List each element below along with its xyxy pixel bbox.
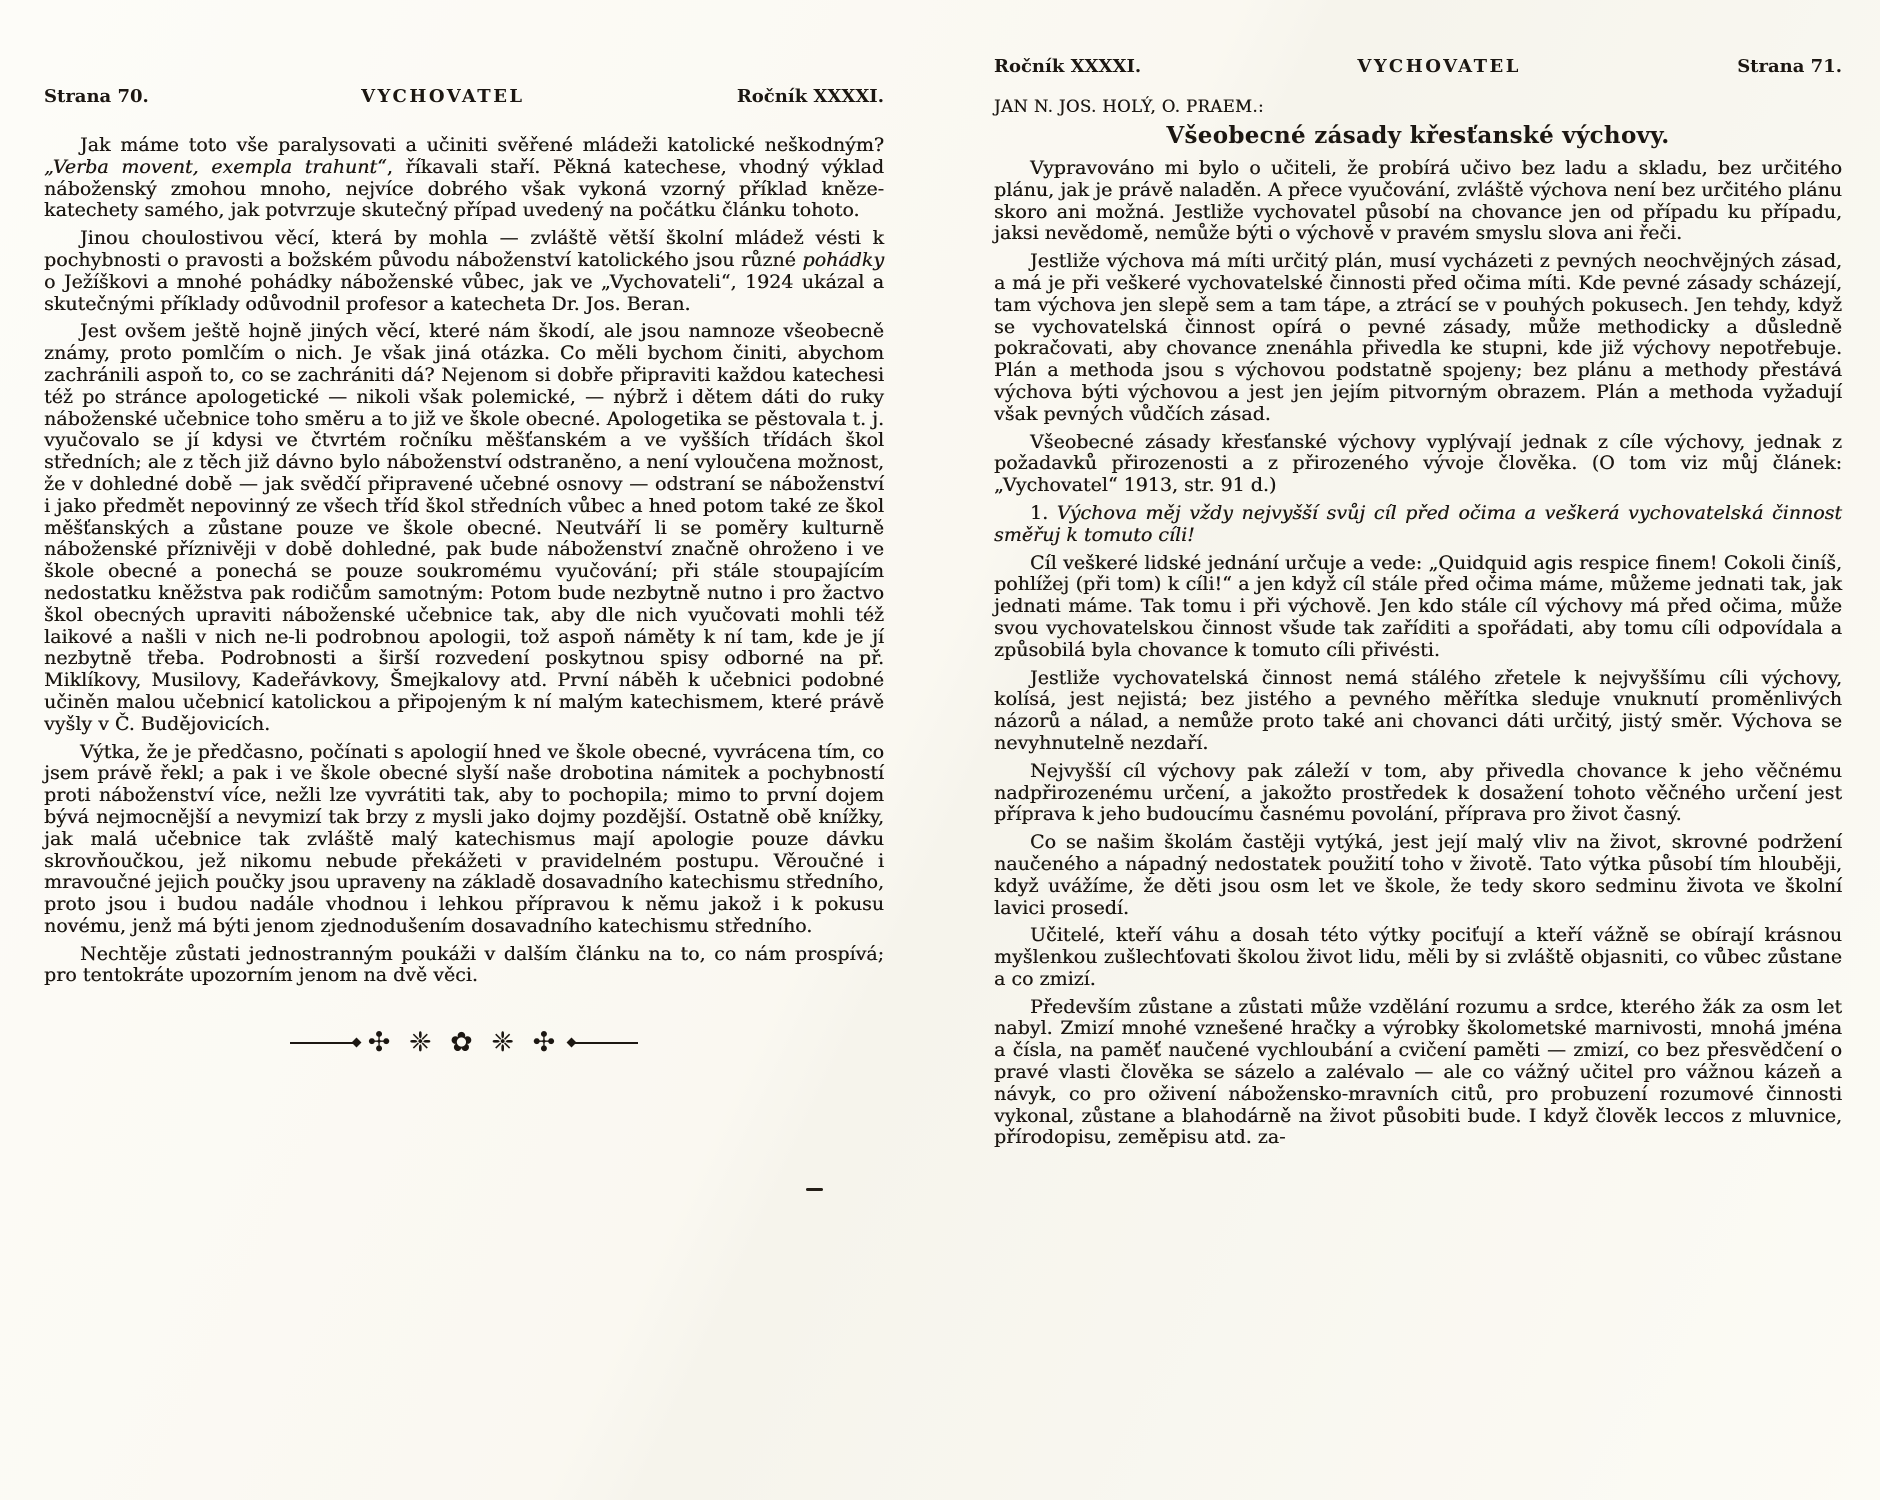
paragraph: Jestliže výchova má míti určitý plán, musí vycházeti z pevných neochvějných zásad, a má je při veškeré vychovatelské činnosti před očima míti. Kde pevné zásady scházejí, tam výchova jen slepě sem a tam tápe, a ztrácí se v pouhých pokusech. Jen tehdy, když se vychovatelská činnost opírá o pevné zásady, může methodicky a důsledně pokračovati, aby chovance znenáhla přivedla ke stupni, kde již výchovy nepotřebuje. Plán a methoda jsou s výchovou podstatně spojeny; bez plánu a methody přestává výchova býti výchovou a jest jen jejím pitvorným obrazem. Plán a methoda vyžadují však pevných vůdčích zásad.: [994, 250, 1842, 425]
paragraph: Všeobecné zásady křesťanské výchovy vyplývají jednak z cíle výchovy, jednak z požadavků přirozenosti a z přirozeného vývoje člověka. (O tom viz můj článek: „Vychovatel“ 1913, str. 91 d.): [994, 430, 1842, 497]
ornament-rule-right: [572, 1042, 638, 1044]
paragraph: Jinou choulostivou věcí, která by mohla — zvláště větší školní mládež vésti k pochybnosti o pravosti a božském původu náboženství katolického jsou různé pohádky o Ježíškovi a mnohé pohádky náboženské vůbec, jak ve „Vychovateli“, 1924 ukázal a skutečnými příklady odůvodnil profesor a katecheta Dr. Jos. Beran.: [44, 227, 884, 315]
left-page-number: Strana 70.: [44, 86, 149, 107]
paragraph: Vypravováno mi bylo o učiteli, že probírá učivo bez ladu a skladu, bez určitého plánu, jak je právě naladěn. A přece vyučování, zvláště výchova není bez určitého plánu skoro ani možná. Jestliže vychovatel působí na chovance jen od případu ku případu, jaksi nevědomě, nemůže býti o výchově v pravém smyslu slova ani řeči.: [994, 157, 1842, 245]
article-title: Všeobecné zásady křesťanské výchovy.: [1166, 122, 1670, 149]
left-volume-label: Ročník XXXXI.: [736, 86, 884, 107]
paragraph: Cíl veškeré lidské jednání určuje a vede: „Quidquid agis respice finem! Cokoli činíš, pohlížej (při tom) k cíli!“ a jen když cíl stále před očima máme, můžeme jednati tak, jak jednati máme. Tak tomu i při výchově. Jen kdo stále cíl výchovy má před očima, může svou vychovatelskou činnost všude tak zaříditi a spořádati, aby tomu cíli odpovídala a způsobilá byla chovance k tomuto cíli přivésti.: [994, 551, 1842, 661]
ornament-glyphs: ✣ ❈ ✿ ❈ ✣: [367, 1027, 561, 1059]
paragraph: Jak máme toto vše paralysovati a učiniti svěřené mládeži katolické neškodným? „Verba movent, exempla trahunt“, říkavali staří. Pěkná katechese, vhodný výklad náboženský zmohou mnoho, nejvíce dobrého však vykoná vzorný příklad kněze-katechety samého, jak potvrzuje skutečný případ uvedený na počátku článku tohoto.: [44, 134, 884, 222]
paragraph: Co se našim školám častěji vytýká, jest její malý vliv na život, skrovné podržení naučeného a nápadný nedostatek použití toho v životě. Tato výtka působí tím hlouběji, když uvážíme, že děti jsou osm let ve škole, že tedy skoro sedminu života ve školní lavici prosedí.: [994, 831, 1842, 919]
paragraph: Nechtěje zůstati jednostranným poukáži v dalším článku na to, co nám prospívá; pro tentokráte upozorním jenom na dvě věci.: [44, 942, 884, 987]
right-page-body: [994, 158, 1842, 1149]
paragraph: Jestliže vychovatelská činnost nemá stálého zřetele k nejvyššímu cíli výchovy, kolísá, jest nejistá; bez jistého a pevného měřítka sleduje vnuknutí proměnlivých názorů a nálad, a nemůže proto také ani chovanci dáti určitý, jistý směr. Výchova se nevyhnutelně nezdaří.: [994, 666, 1842, 754]
left-page-body: [44, 135, 884, 987]
left-page: [44, 86, 884, 1059]
scan-artifact-dash: [806, 1188, 823, 1191]
paragraph: Učitelé, kteří váhu a dosah této výtky pociťují a kteří vážně se obírají krásnou myšlenkou zušlechťovati školou život lidu, měli by si zvláště objasniti, co vůbec zůstane a co zmizí.: [994, 924, 1842, 990]
right-page: [994, 56, 1842, 1155]
article-author: JAN N. JOS. HOLÝ, O. PRAEM.:: [994, 97, 1264, 116]
right-masthead: VYCHOVATEL: [1357, 56, 1521, 77]
ornament-rule-left: [290, 1042, 356, 1044]
left-masthead: VYCHOVATEL: [361, 86, 525, 107]
right-page-header: [994, 56, 1842, 77]
right-volume-label: Ročník XXXXI.: [994, 56, 1142, 77]
paragraph: Nejvyšší cíl výchovy pak záleží v tom, aby přivedla chovance k jeho věčnému nadpřirozenému určení, a jakožto prostředek k dosažení tohoto věčného určení jest příprava k jeho budoucímu časnému povolání, příprava pro život časný.: [994, 759, 1842, 826]
right-page-number: Strana 71.: [1737, 56, 1842, 77]
ornament: [44, 1027, 884, 1059]
paragraph: Jest ovšem ještě hojně jiných věcí, které nám škodí, ale jsou namnoze všeobecně známy, proto pomlčím o nich. Je však jiná otázka. Co měli bychom činiti, abychom zachránili aspoň to, co se zachrániti dá? Nejenom si dobře připraviti každou katechesi též po stránce apologetické — nikoli však polemické, — nýbrž i dětem dáti do ruky náboženské učebnice toho směru a to již ve škole obecné. Apologetika se pěstovala t. j. vyučovalo se jí kdysi ve čtvrtém ročníku měšťanském a ve vyšších třídách škol středních; ale z těch již dávno bylo náboženství odstraněno, a není vyloučena možnost, že v dohledné době — jak svědčí připravené učebné osnovy — odstraní se náboženství i jako předmět nepovinný ze všech tříd škol středních vůbec a hned potom také ze škol měšťanských a zůstane pouze ve škole obecné. Neutváří li se poměry kulturně náboženské příznivěji v době dohledné, pak bude náboženství značně ohroženo i ve škole obecné a ponechá se pouze soukromému vyučování; při stále stoupajícím nedostatku kněžstva pak rodičům samotným: Potom bude nezbytně nutno i pro žactvo škol obecných upraviti náboženské učebnice tak, aby dle nich vyučovati mohli též laikové a našli v nich ne-li podrobnou apologii, tož aspoň náměty k ní tam, kde je jí nezbytně třeba. Podrobnosti a širší rozvedení poskytnou spisy odborné na př. Miklíkovy, Musilovy, Kadeřávkovy, Šmejkalovy atd. První náběh k učebnici podobné učiněn malou učebnicí katolickou a připojeným k ní malým katechismem, které právě vyšly v Č. Budějovicích.: [44, 320, 884, 735]
paragraph: Především zůstane a zůstati může vzdělání rozumu a srdce, kterého žák za osm let nabyl. Zmizí mnohé vznešené hračky a výrobky školometské marnivosti, mnohá jména a čísla, na paměť naučené vychloubání a cvičení paměti — zmizí, co bez přesvědčení o pravé vlasti člověka se sázelo a zalévalo — ale co vážný učitel pro vážnou kázeň a návyk, co pro oživení nábožensko-mravních citů, pro probuzení rozumové činnosti vykonal, zůstane a blahodárně na život působiti bude. I když člověk leccos z mluvnice, přírodopisu, zeměpisu atd. za-: [994, 995, 1842, 1149]
left-page-header: [44, 86, 884, 107]
paragraph: 1. Výchova měj vždy nejvyšší svůj cíl před očima a veškerá vychovatelská činnost směřuj k tomuto cíli!: [994, 501, 1842, 546]
paragraph: Výtka, že je předčasno, počínati s apologií hned ve škole obecné, vyvrácena tím, co jsem právě řekl; a pak i ve škole obecné slyší naše drobotina námitek a pochybností proti náboženství více, nežli lze vyvrátiti tak, aby to pochopila; mimo to první dojem bývá nejmocnější a nevymizí tak brzy z mysli jako dojmy pozdější. Ostatně obě knížky, jak malá učebnice tak zvláště malý katechismus mají apologie pouze dávku skrovňoučkou, jež nikomu nebude překážeti v pravidelném postupu. Věroučné i mravoučné jejich poučky jsou upraveny na základě dosavadního katechismu středního, proto jsou i budou nadále vhodnou i lehkou přípravou k němu jakož i k pokusu novému, jenž má býti jenom zjednodušením dosavadního katechismu středního.: [44, 740, 884, 937]
